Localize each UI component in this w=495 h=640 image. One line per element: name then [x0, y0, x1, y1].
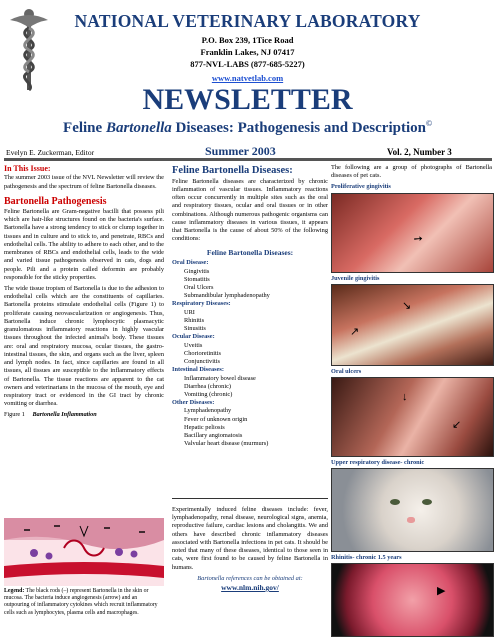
disease-category: Ocular Disease: [172, 333, 215, 341]
arrow-icon: ▶ [437, 585, 446, 598]
diseases-heading: Feline Bartonella Diseases: [172, 165, 293, 176]
cat-nose [407, 517, 415, 523]
in-this-issue-heading: In This Issue: [4, 164, 51, 173]
disease-category: Other Diseases: [172, 399, 215, 407]
disease-item: Sinusitis [184, 325, 206, 333]
column-middle-bottom [172, 506, 328, 593]
diseases-intro: Feline Bartonella diseases are characterized by chronic inflammation of vascular tissues. Inflammatory reactions often occur concurrently in multiple sites such as the oral and respiratory tissues, ocular and oral tissues or in other combinations. Although numerous pathogenic organisms can cause inflammatory diseases in various tissues, it appears that Bartonella is the cause of about 50% of the following conditions: [172, 177, 328, 243]
disease-item: URI [184, 308, 195, 316]
juvenile-gingivitis-photo [331, 284, 494, 366]
figure-legend: Legend: The black rods (–) represent Bartonella in the skin or mucosa. The bacteria induce angiogenesis (arrow) and an outpouring of inflammatory cytokines which recruit inflammatory cells such as lymphocytes, plasma cells and macrophages. [4, 588, 158, 616]
cat-eye-right [422, 499, 432, 505]
website-link[interactable]: www.natvetlab.com [211, 73, 284, 83]
column-left [4, 164, 164, 420]
diseases-list-heading: Feline Bartonella Diseases: [206, 247, 294, 257]
figure-caption: Figure 1 Bartonella Inflammation [4, 411, 97, 419]
phone-line: 877-NVL-LABS (877-685-5227) [190, 59, 305, 69]
org-name: NATIONAL VETERINARY LABORATORY [74, 11, 421, 31]
disease-item: Vomiting (chronic) [184, 391, 233, 399]
photo-caption: Rhinitis- chronic 1.5 years [331, 554, 402, 562]
editor-name: Evelyn E. Zuckerman, Editor [6, 148, 95, 157]
rhinitis-photo [331, 563, 494, 637]
references-link[interactable]: www.nlm.nih.gov/ [221, 583, 279, 593]
issue-date: Summer 2003 [205, 144, 276, 158]
disease-item: Diarrhea (chronic) [184, 382, 232, 390]
experimental-diseases-text: Experimentally induced feline diseases include: fever, lymphadenopathy, renal disease, neurological signs, anemia, reproductive failure, cardiac lesions and cholangitis. We and others have described chronic inflammatory diseases associated with Bartonella infections in pet cats. It should be noted that many of these diseases, identical to those seen in cats, were first found to be caused by feline Bartonella in humans. [172, 506, 328, 571]
disease-item: Bacillary angiomatosis [184, 432, 243, 440]
diseases-list [172, 259, 328, 448]
pathogenesis-paragraph-1: Feline Bartonella are Gram-negative bacilli that possess pili which are hair-like structures found on the bacteria's surface. Bartonella have a strong tendency to stick or clump together in tissues and in culture and to stick to, and penetrate, RBCs and endothelial cells. The ability to adhere to each other, and to the membranes of RBCs and endothelial cells, leads to the wide and varied tissue pathogenesis observed in cats, dogs and people. Pili and a protein called deformin are probably responsible for the sticky properties. [4, 207, 164, 281]
arrow-icon: ↙ [452, 418, 462, 431]
disease-item: Oral Ulcers [184, 283, 214, 291]
arrow-icon: ➘ [410, 231, 427, 247]
disease-category: Respiratory Diseases: [172, 300, 231, 308]
disease-item: Uveitis [184, 341, 203, 349]
address-line-2: Franklin Lakes, NJ 07417 [200, 47, 295, 57]
disease-item: Inflammatory bowel disease [184, 374, 256, 382]
disease-category: Oral Disease: [172, 259, 209, 267]
photo-caption: Juvenile gingivitis [331, 274, 380, 282]
disease-item: Submandibular lymphadenopathy [184, 292, 270, 300]
disease-item: Valvular heart disease (murmurs) [184, 440, 269, 448]
arrow-icon: ↓ [402, 390, 408, 403]
arrow-icon: ↗ [350, 325, 360, 338]
address-line-1: P.O. Box 239, 1Tice Road [201, 35, 294, 45]
column-middle [172, 164, 328, 449]
inflammation-illustration [4, 518, 164, 586]
disease-item: Fever of unknown origin [184, 415, 248, 423]
disease-item: Chorioretinitis [184, 349, 222, 357]
pathogenesis-paragraph-2: The wide tissue tropism of Bartonella is due to the adhesion to endothelial cells which are the constituents of capillaries. Bartonella proteins stimulate endothelial cells (Figure 1) to proliferate causing neovascularization or angiogenesis. Thus, Bartonella induce chronic lymphocytic plasmacytic granulomatous inflammatory reactions in highly vascular tissues throughout the infected animal's body. These tissues are: oral and respiratory mucosa, ocular tissues, the gastro-intestinal tissues, the skin, and organs such as the liver, spleen and lymph nodes. In fact, since capillaries are found in all tissues, all tissues are susceptible to the inflammatory effects of Bartonella. The tissue reactions are apparent to the cat owners and veterinarians in the mucosa of the mouth, eye and respiratory tract or evidenced in the GI tract by chronic vomiting or diarrhea. [4, 284, 164, 408]
disease-item: Lymphadenopathy [184, 407, 232, 415]
references-text: Bartonella references can be obtained at: [197, 574, 303, 582]
photo-caption: Proliferative gingivitis [331, 183, 391, 191]
header-divider [4, 158, 492, 161]
respiratory-disease-photo [331, 468, 494, 552]
column-right [331, 164, 492, 637]
middle-divider [172, 498, 328, 499]
photo-caption: Upper respiratory disease- chronic [331, 458, 425, 466]
disease-item: Rhinitis [184, 316, 205, 324]
newsletter-title: NEWSLETTER [142, 83, 353, 116]
cat-eye-left [390, 499, 400, 505]
gingivitis-photo [331, 193, 494, 273]
disease-item: Gingivitis [184, 267, 210, 275]
volume-number: Vol. 2, Number 3 [387, 147, 452, 157]
disease-item: Hepatic peliosis [184, 423, 225, 431]
in-this-issue-text: The summer 2003 issue of the NVL Newsletter will review the pathogenesis and the spectrum of feline Bartonella diseases. [4, 174, 164, 190]
oral-ulcers-photo [331, 377, 494, 457]
newsletter-subtitle: Feline Bartonella Diseases: Pathogenesis and Description© [63, 119, 432, 136]
disease-category: Intestinal Diseases: [172, 366, 224, 374]
disease-item: Conjunctivitis [184, 358, 220, 366]
arrow-icon: ↘ [402, 299, 412, 312]
photos-intro: The following are a group of photographs of Bartonella diseases of pet cats. [331, 164, 492, 180]
disease-item: Stomatitis [184, 275, 210, 283]
pathogenesis-heading: Bartonella Pathogenesis [4, 195, 107, 207]
photo-caption: Oral ulcers [331, 367, 362, 375]
